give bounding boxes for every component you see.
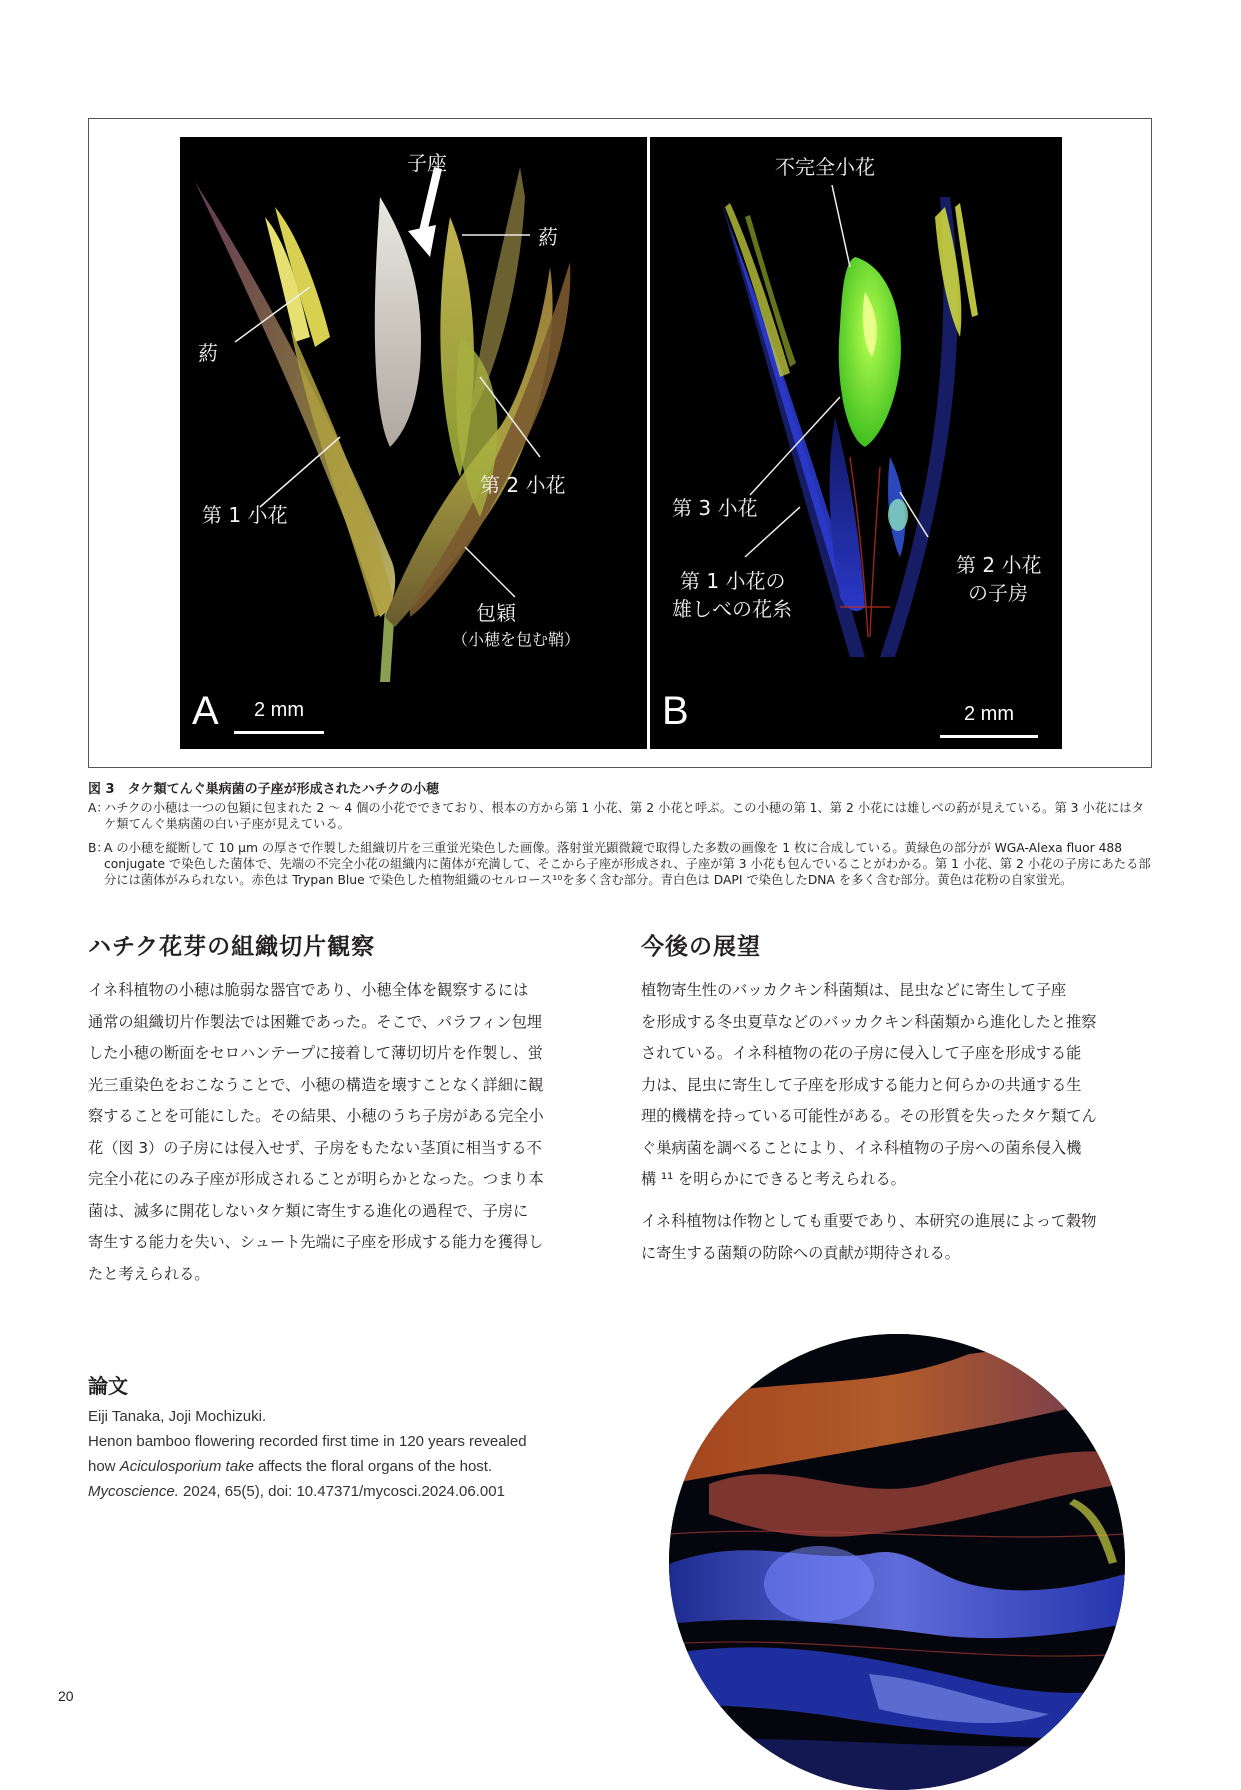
label-second-floret: 第 2 小花 xyxy=(480,473,566,497)
figure-caption-title: 図 3 タケ類てんぐ巣病菌の子座が形成されたハチクの小穂 xyxy=(88,782,440,797)
label-shiza: 子座 xyxy=(407,151,447,175)
body-line: イネ科植物は作物としても重要であり、本研究の進展によって穀物 xyxy=(641,1212,1097,1230)
body-line: 力は、昆虫に寄生して子座を形成する能力と何らかの共通する生 xyxy=(641,1075,1082,1094)
label-third-floret: 第 3 小花 xyxy=(672,496,758,520)
label-first-floret: 第 1 小花 xyxy=(202,503,288,527)
body-line: 寄生する能力を失い、シュート先端に子座を形成する能力を獲得し xyxy=(88,1233,544,1251)
body-line: 光三重染色をおこなうことで、小穂の構造を壊すことなく詳細に観 xyxy=(88,1075,544,1094)
body-line: ぐ巣病菌を調べることにより、イネ科植物の子房への菌糸侵入機 xyxy=(641,1138,1082,1157)
section-body-right-para2 xyxy=(641,1206,1156,1269)
body-line: に寄生する菌類の防除への貢献が期待される。 xyxy=(641,1243,960,1262)
body-line: 察することを可能にした。その結果、小穂のうち子房がある完全小 xyxy=(88,1107,544,1125)
caption-text-a: ハチクの小穂は一つの包穎に包まれた 2 ～ 4 個の小花でできており、根本の方から第 1 小花、第 2 小花と呼ぶ。この小穂の第 1、第 2 小花には雄しべの葯が見えている。第 3 小花にはタケ類てんぐ巣病菌の白い子座が見えている。 xyxy=(104,801,1144,831)
scale-bar-a xyxy=(234,731,324,734)
body-line: 菌は、滅多に開花しないタケ類に寄生する進化の過程で、子房に xyxy=(88,1201,529,1220)
body-line: 構 ¹¹ を明らかにできると考えられる。 xyxy=(641,1170,906,1188)
figure-panel-b xyxy=(650,137,1062,749)
figure-panel-a xyxy=(180,137,647,749)
page-number: 20 xyxy=(58,1688,74,1704)
label-glume-note: （小穂を包む鞘） xyxy=(452,630,581,649)
body-line: 花（図 3）の子房には侵入せず、子房をもたない茎頂に相当する不 xyxy=(88,1138,542,1157)
micrograph-image xyxy=(669,1334,1125,1790)
label-filament-line1: 第 1 小花の xyxy=(680,569,786,593)
caption-item-b xyxy=(88,840,1152,888)
body-line: イネ科植物の小穂は脆弱な器官であり、小穂全体を観察するには xyxy=(88,981,529,999)
section-body-left xyxy=(88,975,603,1290)
reference-citation xyxy=(88,1404,608,1504)
section-title-left: ハチク花芽の組織切片観察 xyxy=(88,934,376,960)
label-glume: 包穎 xyxy=(476,601,516,625)
label-anther-right: 葯 xyxy=(538,225,558,249)
caption-key-a: A： xyxy=(88,801,109,815)
caption-text-b: A の小穂を縦断して 10 µm の厚さで作製した組織切片を三重蛍光染色した画像。落射蛍光顕微鏡で取得した多数の画像を 1 枚に合成している。黄緑色の部分が WGA-Alexa fluor 488 conjugate で染色した菌体で、先端の不完全小花の組織内に菌体が充満して、そこから子座が形成され、子座が第 3 小花も包んでいることがわかる。第 1 小花、第 2 小花の子房にあたる部分には菌体がみられない。赤色は Trypan Blue で染色した植物組織のセルロース¹⁰を多く含む部分。青白色は DAPI で染色したDNA を多く含む部分。黄色は花粉の自家蛍光。 xyxy=(104,841,1151,887)
panel-letter-b: B xyxy=(662,689,689,733)
body-line: 植物寄生性のバッカクキン科菌類は、昆虫などに寄生して子座 xyxy=(641,981,1067,999)
caption-item-a xyxy=(88,800,1152,832)
reference-title-line1: Henon bamboo flowering recorded first time in 120 years revealed xyxy=(88,1433,527,1450)
label-anther-left: 葯 xyxy=(198,341,218,365)
label-incomplete-floret: 不完全小花 xyxy=(775,155,875,179)
body-line: 通常の組織切片作製法では困難であった。そこで、パラフィン包埋 xyxy=(88,1012,542,1031)
label-ovary-line1: 第 2 小花 xyxy=(956,553,1042,577)
section-title-right: 今後の展望 xyxy=(641,934,761,960)
body-line: を形成する冬虫夏草などのバッカクキン科菌類から進化したと推察 xyxy=(641,1012,1097,1031)
body-line: たと考えられる。 xyxy=(88,1264,210,1283)
scale-label-a: 2 mm xyxy=(254,699,304,721)
body-line: 理的機構を持っている可能性がある。その形質を失ったタケ類てん xyxy=(641,1107,1097,1125)
reference-heading: 論文 xyxy=(88,1374,128,1398)
journal-name: Mycoscience. xyxy=(88,1483,179,1500)
scale-bar-b xyxy=(940,735,1038,738)
fluorescence-section-image xyxy=(650,137,1062,749)
section-body-right-para1 xyxy=(641,975,1156,1196)
label-filament-line2: 雄しべの花糸 xyxy=(672,597,792,621)
body-line: 完全小花にのみ子座が形成されることが明らかとなった。つまり本 xyxy=(88,1170,544,1188)
panel-letter-a: A xyxy=(192,689,219,733)
spikelet-photo xyxy=(180,137,647,749)
body-line: されている。イネ科植物の花の子房に侵入して子座を形成する能 xyxy=(641,1044,1082,1062)
reference-journal-line: Mycoscience. 2024, 65(5), doi: 10.47371/mycosci.2024.06.001 xyxy=(88,1483,505,1500)
species-name: Aciculosporium take xyxy=(119,1458,254,1475)
caption-key-b: B： xyxy=(88,841,109,855)
circular-micrograph xyxy=(669,1334,1125,1790)
reference-title-line2: how Aciculosporium take affects the floral organs of the host. xyxy=(88,1458,493,1475)
scale-label-b: 2 mm xyxy=(964,703,1014,725)
body-line: した小穂の断面をセロハンテープに接着して薄切切片を作製し、蛍 xyxy=(88,1044,543,1062)
label-ovary-line2: の子房 xyxy=(968,581,1028,605)
reference-authors: Eiji Tanaka, Joji Mochizuki. xyxy=(88,1408,267,1425)
